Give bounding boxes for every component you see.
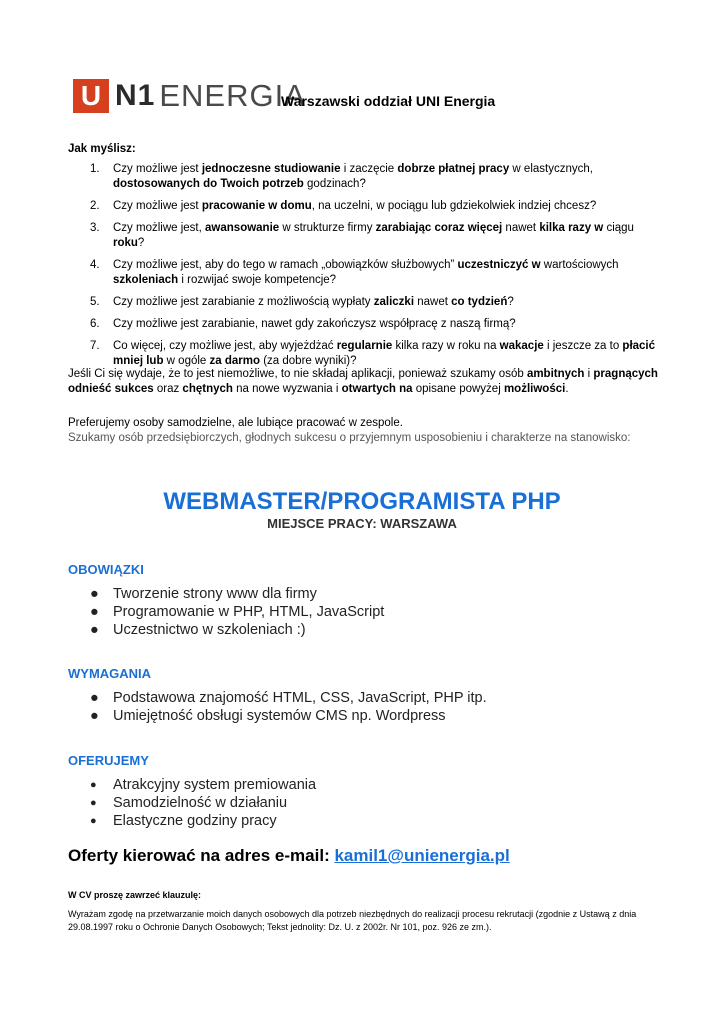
- logo-n1: N1: [115, 79, 156, 112]
- paragraph-search: Szukamy osób przedsiębiorczych, głodnych sukcesu o przyjemnym usposobieniu i charakterze na stanowisko:: [68, 432, 631, 444]
- text-run: wartościowych: [540, 259, 619, 271]
- contact-line: [68, 846, 510, 866]
- bullet-icon: ●: [90, 797, 97, 809]
- list-item: ● Umiejętność obsługi systemów CMS np. Wordpress: [90, 708, 446, 724]
- question-item: [68, 221, 658, 251]
- text-run: (za dobre wyniki)?: [260, 355, 357, 367]
- header-title: Warszawski oddział UNI Energia: [281, 93, 496, 109]
- bold-text: kilka razy w: [539, 222, 604, 234]
- text-run: oraz: [153, 383, 183, 395]
- bold-text: szkoleniach: [113, 274, 179, 286]
- bold-text: regularnie: [336, 340, 393, 352]
- question-list: [68, 162, 658, 376]
- question-item: [68, 317, 658, 332]
- question-item: [68, 162, 658, 192]
- text-run: Czy możliwe jest,: [113, 222, 206, 234]
- bold-text: uczestniczyć w: [457, 259, 541, 271]
- bullet-icon: ●: [90, 708, 99, 724]
- company-logo: [73, 79, 306, 113]
- bullet-icon: ●: [90, 690, 99, 706]
- text-run: Czy możliwe jest: [113, 200, 202, 212]
- bullet-icon: ●: [90, 586, 99, 602]
- question-number: 4.: [90, 259, 100, 271]
- text-run: Jeśli Ci się wydaje, że to jest niemożliwe, to nie składaj aplikacji, ponieważ szukamy osób: [68, 368, 527, 380]
- bold-text: możliwości: [503, 383, 566, 395]
- text-run: i jeszcze za to: [543, 340, 623, 352]
- list-item: ● Tworzenie strony www dla firmy: [90, 586, 317, 602]
- question-number: 7.: [90, 340, 100, 352]
- bold-text: za darmo: [209, 355, 261, 367]
- logo-u-block: U: [73, 79, 109, 113]
- bold-text: co tydzień: [451, 296, 508, 308]
- bold-text: pracowanie w domu: [201, 200, 312, 212]
- cv-clause-text: Wyrażam zgodę na przetwarzanie moich danych osobowych dla potrzeb niezbędnych do realizacji procesu rekrutacji (zgodnie z Ustawą z dnia 29.08.1997 roku o Ochronie Danych Osobowych; Tekst jednolity: Dz. U. z 2002r. Nr 101, poz. 926 ze zm.).: [68, 909, 637, 932]
- text-run: nawet: [502, 222, 540, 234]
- list-item: ● Podstawowa znajomość HTML, CSS, JavaScript, PHP itp.: [90, 690, 487, 706]
- list-item: ● Programowanie w PHP, HTML, JavaScript: [90, 604, 385, 620]
- bold-text: otwartych na: [341, 383, 413, 395]
- text-run: w ogóle: [163, 355, 210, 367]
- bold-text: awansowanie: [205, 222, 280, 234]
- offer-list: [90, 776, 316, 830]
- text-run: godzinach?: [303, 178, 366, 190]
- list-item: ● Elastyczne godziny pracy: [90, 813, 277, 829]
- paragraph-ambition: [68, 367, 658, 397]
- text-run: ?: [507, 296, 514, 308]
- list-item: ● Samodzielność w działaniu: [90, 795, 288, 811]
- bold-text: ambitnych: [526, 368, 585, 380]
- duties-list: [90, 585, 384, 639]
- text-run: .: [565, 383, 569, 395]
- bold-text: chętnych: [182, 383, 233, 395]
- text-run: na nowe wyzwania i: [232, 383, 342, 395]
- text-run: i zaczęcie: [340, 163, 398, 175]
- bullet-icon: ●: [90, 622, 99, 638]
- bold-text: zaliczki: [373, 296, 415, 308]
- job-location: MIEJSCE PRACY: WARSZAWA: [267, 516, 457, 531]
- paragraph-preference: Preferujemy osoby samodzielne, ale lubiące pracować w zespole.: [68, 417, 403, 429]
- text-run: Czy możliwe jest: [113, 163, 202, 175]
- cv-clause-heading: W CV proszę zawrzeć klauzulę:: [68, 890, 202, 900]
- text-run: kilka razy w roku na: [392, 340, 500, 352]
- bold-text: dostosowanych do Twoich potrzeb: [113, 178, 304, 190]
- text-run: w strukturze firmy: [279, 222, 376, 234]
- bold-text: pragnących odnieść sukces: [68, 368, 658, 395]
- list-item: ● Uczestnictwo w szkoleniach :): [90, 622, 306, 638]
- text-run: w elastycznych,: [509, 163, 593, 175]
- question-number: 2.: [90, 200, 100, 212]
- bold-text: roku: [113, 237, 138, 249]
- text-run: ciągu: [603, 222, 634, 234]
- question-item: [68, 258, 658, 288]
- question-number: 1.: [90, 163, 100, 175]
- bold-text: dobrze płatnej pracy: [397, 163, 510, 175]
- question-number: 3.: [90, 222, 100, 234]
- bullet-icon: ●: [90, 779, 97, 791]
- intro-question: Jak myślisz:: [68, 143, 136, 155]
- text-run: Czy możliwe jest, aby do tego w ramach „obowiązków służbowych”: [113, 259, 458, 271]
- text-run: nawet: [414, 296, 452, 308]
- bold-text: jednoczesne studiowanie: [201, 163, 341, 175]
- contact-label: Oferty kierować na adres e-mail:: [68, 846, 335, 865]
- text-run: Czy możliwe jest zarabianie z możliwością wypłaty: [113, 296, 374, 308]
- question-number: 6.: [90, 318, 100, 330]
- text-run: Co więcej, czy możliwe jest, aby wyjeżdżać: [113, 340, 337, 352]
- question-number: 5.: [90, 296, 100, 308]
- bold-text: płacić mniej lub: [113, 340, 656, 367]
- list-item: ● Atrakcyjny system premiowania: [90, 777, 317, 793]
- text-run: i: [584, 368, 594, 380]
- text-run: , na uczelni, w pociągu lub gdziekolwiek indziej chcesz?: [311, 200, 597, 212]
- requirements-heading: WYMAGANIA: [68, 666, 152, 681]
- logo-energia: ENERGIA: [159, 78, 306, 113]
- bold-text: zarabiając coraz więcej: [375, 222, 503, 234]
- email-link[interactable]: kamil1@unienergia.pl: [334, 846, 510, 865]
- text-run: opisane powyżej: [412, 383, 504, 395]
- offer-heading: OFERUJEMY: [68, 753, 149, 768]
- question-item: [68, 339, 658, 369]
- duties-heading: OBOWIĄZKI: [68, 562, 144, 577]
- question-item: [68, 199, 658, 214]
- text-run: Czy możliwe jest zarabianie, nawet gdy zakończysz współpracę z naszą firmą?: [113, 318, 516, 330]
- requirements-list: [90, 689, 487, 725]
- bold-text: wakacje: [499, 340, 544, 352]
- bullet-icon: ●: [90, 815, 97, 827]
- text-run: i rozwijać swoje kompetencje?: [178, 274, 337, 286]
- text-run: ?: [137, 237, 145, 249]
- job-title: WEBMASTER/PROGRAMISTA PHP: [163, 488, 561, 515]
- question-item: [68, 295, 658, 310]
- bullet-icon: ●: [90, 604, 99, 620]
